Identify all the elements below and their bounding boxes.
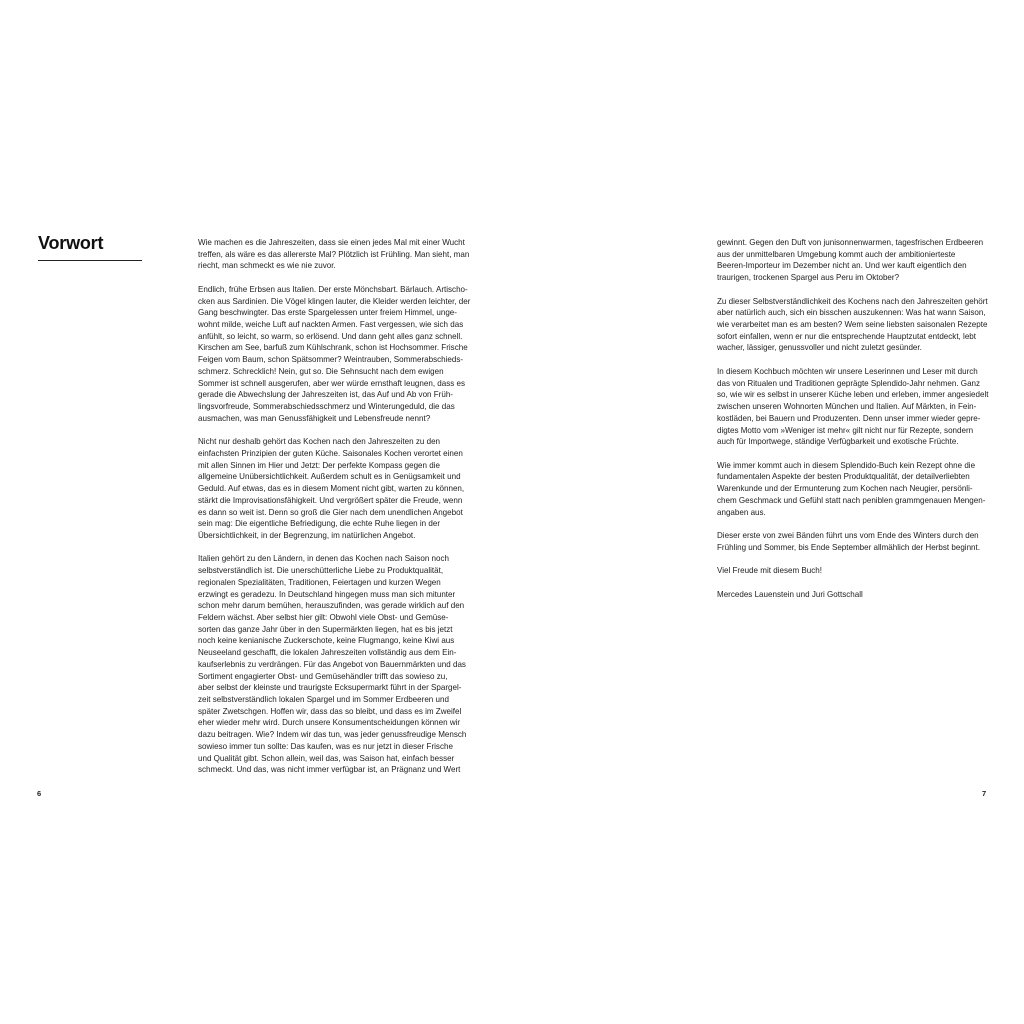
text-line: angaben aus. (717, 507, 766, 517)
right-body-text (717, 237, 1002, 600)
text-line: so, wie wir es selbst in unserer Küche leben und erleben, immer angesiedelt (717, 390, 989, 400)
paragraph-gap (198, 272, 483, 284)
paragraph-gap (717, 354, 1002, 366)
paragraph-gap (717, 448, 1002, 460)
paragraph (717, 530, 1002, 553)
text-line: noch keine kenianische Zuckerschote, keine Flugmango, keine Kiwi aus (198, 636, 455, 646)
page-number-left: 6 (37, 789, 42, 798)
text-line: Sommer ist schnell ausgerufen, aber wer würde ernsthaft leugnen, dass es (198, 378, 466, 388)
text-line: wohnt milde, weiche Luft auf nackten Armen. Fast vergessen, wie sich das (198, 320, 464, 330)
text-line: sein mag: Die eigentliche Befriedigung, die echte Ruhe liegen in der (198, 519, 441, 529)
text-line: Beeren-Importeur im Dezember nicht an. Und wer kauft eigentlich den (717, 261, 967, 271)
text-line: chem Geschmack und Gefühl statt nach peniblen grammgenauen Mengen- (717, 495, 986, 505)
text-line: kostläden, bei Bauern und Produzenten. Denn unser immer wieder gepre- (717, 413, 981, 423)
paragraph (198, 436, 483, 541)
text-line: selbstverständlich ist. Die unerschütterliche Liebe zu Produktqualität, (198, 566, 444, 576)
text-line: Zu dieser Selbstverständlichkeit des Kochens nach den Jahreszeiten gehört (717, 296, 988, 306)
text-line: Endlich, frühe Erbsen aus Italien. Der erste Mönchsbart. Bärlauch. Artischo- (198, 284, 468, 294)
text-line: zwischen unseren Wohnorten München und Italien. Auf Märkten, in Fein- (717, 402, 977, 412)
text-line: wacher, lässiger, genussvoller und nicht zuletzt gesünder. (717, 343, 922, 353)
text-line: Sortiment engagierter Obst- und Gemüsehändler trifft das sowieso zu, (198, 671, 448, 681)
text-line: lingsvorfreude, Sommerabschiedsschmerz und Winterungeduld, die das (198, 402, 455, 412)
text-line: anfühlt, so leicht, so warm, so erlösend. Und dann geht alles ganz schnell. (198, 331, 463, 341)
text-line: erzwingt es geradezu. In Deutschland hingegen muss man sich mitunter (198, 589, 456, 599)
paragraph-gap (717, 553, 1002, 565)
text-line: Feigen vom Baum, schon Spätsommer? Weintrauben, Sommerabschieds- (198, 355, 464, 365)
text-line: Gang beschwingter. Das erste Spargelessen unter freiem Himmel, unge- (198, 308, 457, 318)
text-line: Kirschen am See, barfuß zum Kühlschrank, schon ist Hochsommer. Frische (198, 343, 468, 353)
text-line: aber selbst der kleinste und traurigste Ecksupermarkt führt in der Spargel- (198, 683, 462, 693)
text-line: regionalen Spezialitäten, Traditionen, Feiertagen und kurzen Wegen (198, 577, 441, 587)
paragraph (717, 366, 1002, 448)
paragraph (198, 284, 483, 425)
text-line: Feldern wächst. Aber selbst hier gilt: Obwohl viele Obst- und Gemüse- (198, 613, 449, 622)
text-line: stärkt die Improvisationsfähigkeit. Und vergrößert später die Freude, wenn (198, 495, 463, 505)
text-line: Viel Freude mit diesem Buch! (717, 566, 822, 576)
text-line: gewinnt. Gegen den Duft von junisonnenwarmen, tagesfrischen Erdbeeren (717, 238, 984, 247)
text-line: auch für Importwege, ständige Verfügbarkeit und exotische Früchte. (717, 437, 959, 447)
text-line: schmerz. Schrecklich! Nein, gut so. Die Sehnsucht nach dem ewigen (198, 366, 444, 376)
text-line: allgemeine Unübersichtlichkeit. Außerdem schult es in Genügsamkeit und (198, 472, 461, 482)
text-line: Frühling und Sommer, bis Ende September allmählich der Herbst beginnt. (717, 542, 981, 552)
paragraph (717, 237, 1002, 284)
text-line: Italien gehört zu den Ländern, in denen das Kochen nach Saison noch (198, 554, 449, 564)
text-line: sowieso immer tun sollte: Das kaufen, was es nur jetzt in dieser Frische (198, 741, 453, 751)
text-line: Dieser erste von zwei Bänden führt uns vom Ende des Winters durch den (717, 530, 979, 540)
paragraph (717, 296, 1002, 355)
text-line: gerade die Abwechslung der Jahreszeiten ist, das Auf und Ab von Früh- (198, 390, 453, 400)
paragraph (198, 237, 483, 272)
text-line: später Zwetschgen. Hoffen wir, dass das so bleibt, und dass es im Zweifel (198, 706, 462, 716)
right-page (512, 0, 1024, 1024)
text-line: In diesem Kochbuch möchten wir unsere Leserinnen und Leser mit durch (717, 366, 978, 376)
text-line: aus der unmittelbaren Umgebung kommt auch der ambitionierteste (717, 249, 956, 259)
text-line: dazu beitragen. Wie? Indem wir das tun, was jeder genussfreudige Mensch (198, 730, 467, 740)
page-number-right: 7 (982, 789, 987, 798)
text-line: einfachsten Prinzipien der guten Küche. Saisonales Kochen verortet einen (198, 448, 463, 458)
text-line: fundamentalen Aspekte der besten Produktqualität, der detailverliebten (717, 472, 970, 482)
text-line: Übersichtlichkeit, in der Begrenzung, im natürlichen Angebot. (198, 530, 416, 540)
heading-underline (38, 260, 142, 261)
paragraph (198, 553, 483, 776)
text-line: sofort einfallen, wenn er nur die entsprechende Hauptzutat entdeckt, lebt (717, 331, 977, 341)
text-line: Warenkunde und der Ermunterung zum Kochen nach Neugier, persönli- (717, 484, 973, 494)
text-line: und Qualität gibt. Schon allein, weil das, was Saison hat, einfach besser (198, 753, 455, 763)
left-body-text (198, 237, 483, 776)
paragraph-gap (198, 542, 483, 554)
text-line: Wie immer kommt auch in diesem Splendido-Buch kein Rezept ohne die (717, 460, 976, 470)
text-line: schmeckt. Und das, was nicht immer verfügbar ist, an Prägnanz und Wert (198, 765, 461, 775)
paragraph-gap (717, 518, 1002, 530)
text-line: digtes Motto vom »Weniger ist mehr« gilt nicht nur für Rezepte, sondern (717, 425, 974, 435)
text-line: zeit selbstverständlich lokalen Spargel und im Sommer Erdbeeren und (198, 695, 449, 705)
text-line: es dann so weit ist. Denn so groß die Gier nach dem unendlichen Angebot (198, 507, 463, 517)
paragraph (717, 589, 1002, 601)
paragraph-gap (198, 425, 483, 437)
text-line: sorten das ganze Jahr über in den Supermärkten liegen, hat es bis jetzt (198, 624, 453, 634)
text-line: das von Ritualen und Traditionen geprägte Splendido-Jahr nehmen. Ganz (717, 378, 981, 388)
text-line: aber natürlich auch, sich ein bisschen auszukennen: Was hat wann Saison, (717, 308, 986, 318)
text-line: Neuseeland geschafft, die lokalen Jahreszeiten vollständig aus dem Ein- (198, 648, 457, 658)
text-line: cken aus Sardinien. Die Vögel klingen lauter, die Kleider werden leichter, der (198, 296, 471, 306)
text-line: mit allen Sinnen im Hier und Jetzt: Der perfekte Kompass gegen die (198, 460, 440, 470)
paragraph (717, 565, 1002, 577)
text-line: treffen, als wäre es das allererste Mal? Plötzlich ist Frühling. Man sieht, man (198, 249, 470, 259)
text-line: riecht, man schmeckt es wie nie zuvor. (198, 261, 336, 271)
paragraph (717, 460, 1002, 519)
text-line: Nicht nur deshalb gehört das Kochen nach den Jahreszeiten zu den (198, 437, 441, 447)
text-line: Geduld. Auf etwas, das es in diesem Moment nicht gibt, warten zu können, (198, 484, 465, 494)
text-line: traurigen, trockenen Spargel aus Peru im Oktober? (717, 273, 900, 283)
text-line: Mercedes Lauenstein und Juri Gottschall (717, 589, 863, 599)
text-line: schon mehr darum bemühen, herauszufinden, was gerade wirklich auf den (198, 601, 465, 611)
text-line: kaufserlebnis zu verdrängen. Für das Angebot von Bauernmärkten und das (198, 659, 466, 669)
text-line: wie verarbeitet man es am besten? Wem seine liebsten saisonalen Rezepte (717, 320, 988, 330)
text-line: eher wieder mehr wird. Durch unsere Konsumentscheidungen können wir (198, 718, 461, 728)
paragraph-gap (717, 577, 1002, 589)
text-line: Wie machen es die Jahreszeiten, dass sie einen jedes Mal mit einer Wucht (198, 238, 465, 247)
text-line: ausmachen, was man Genussfähigkeit und Lebensfreude nennt? (198, 413, 431, 423)
chapter-heading: Vorwort (38, 233, 104, 253)
paragraph-gap (717, 284, 1002, 296)
